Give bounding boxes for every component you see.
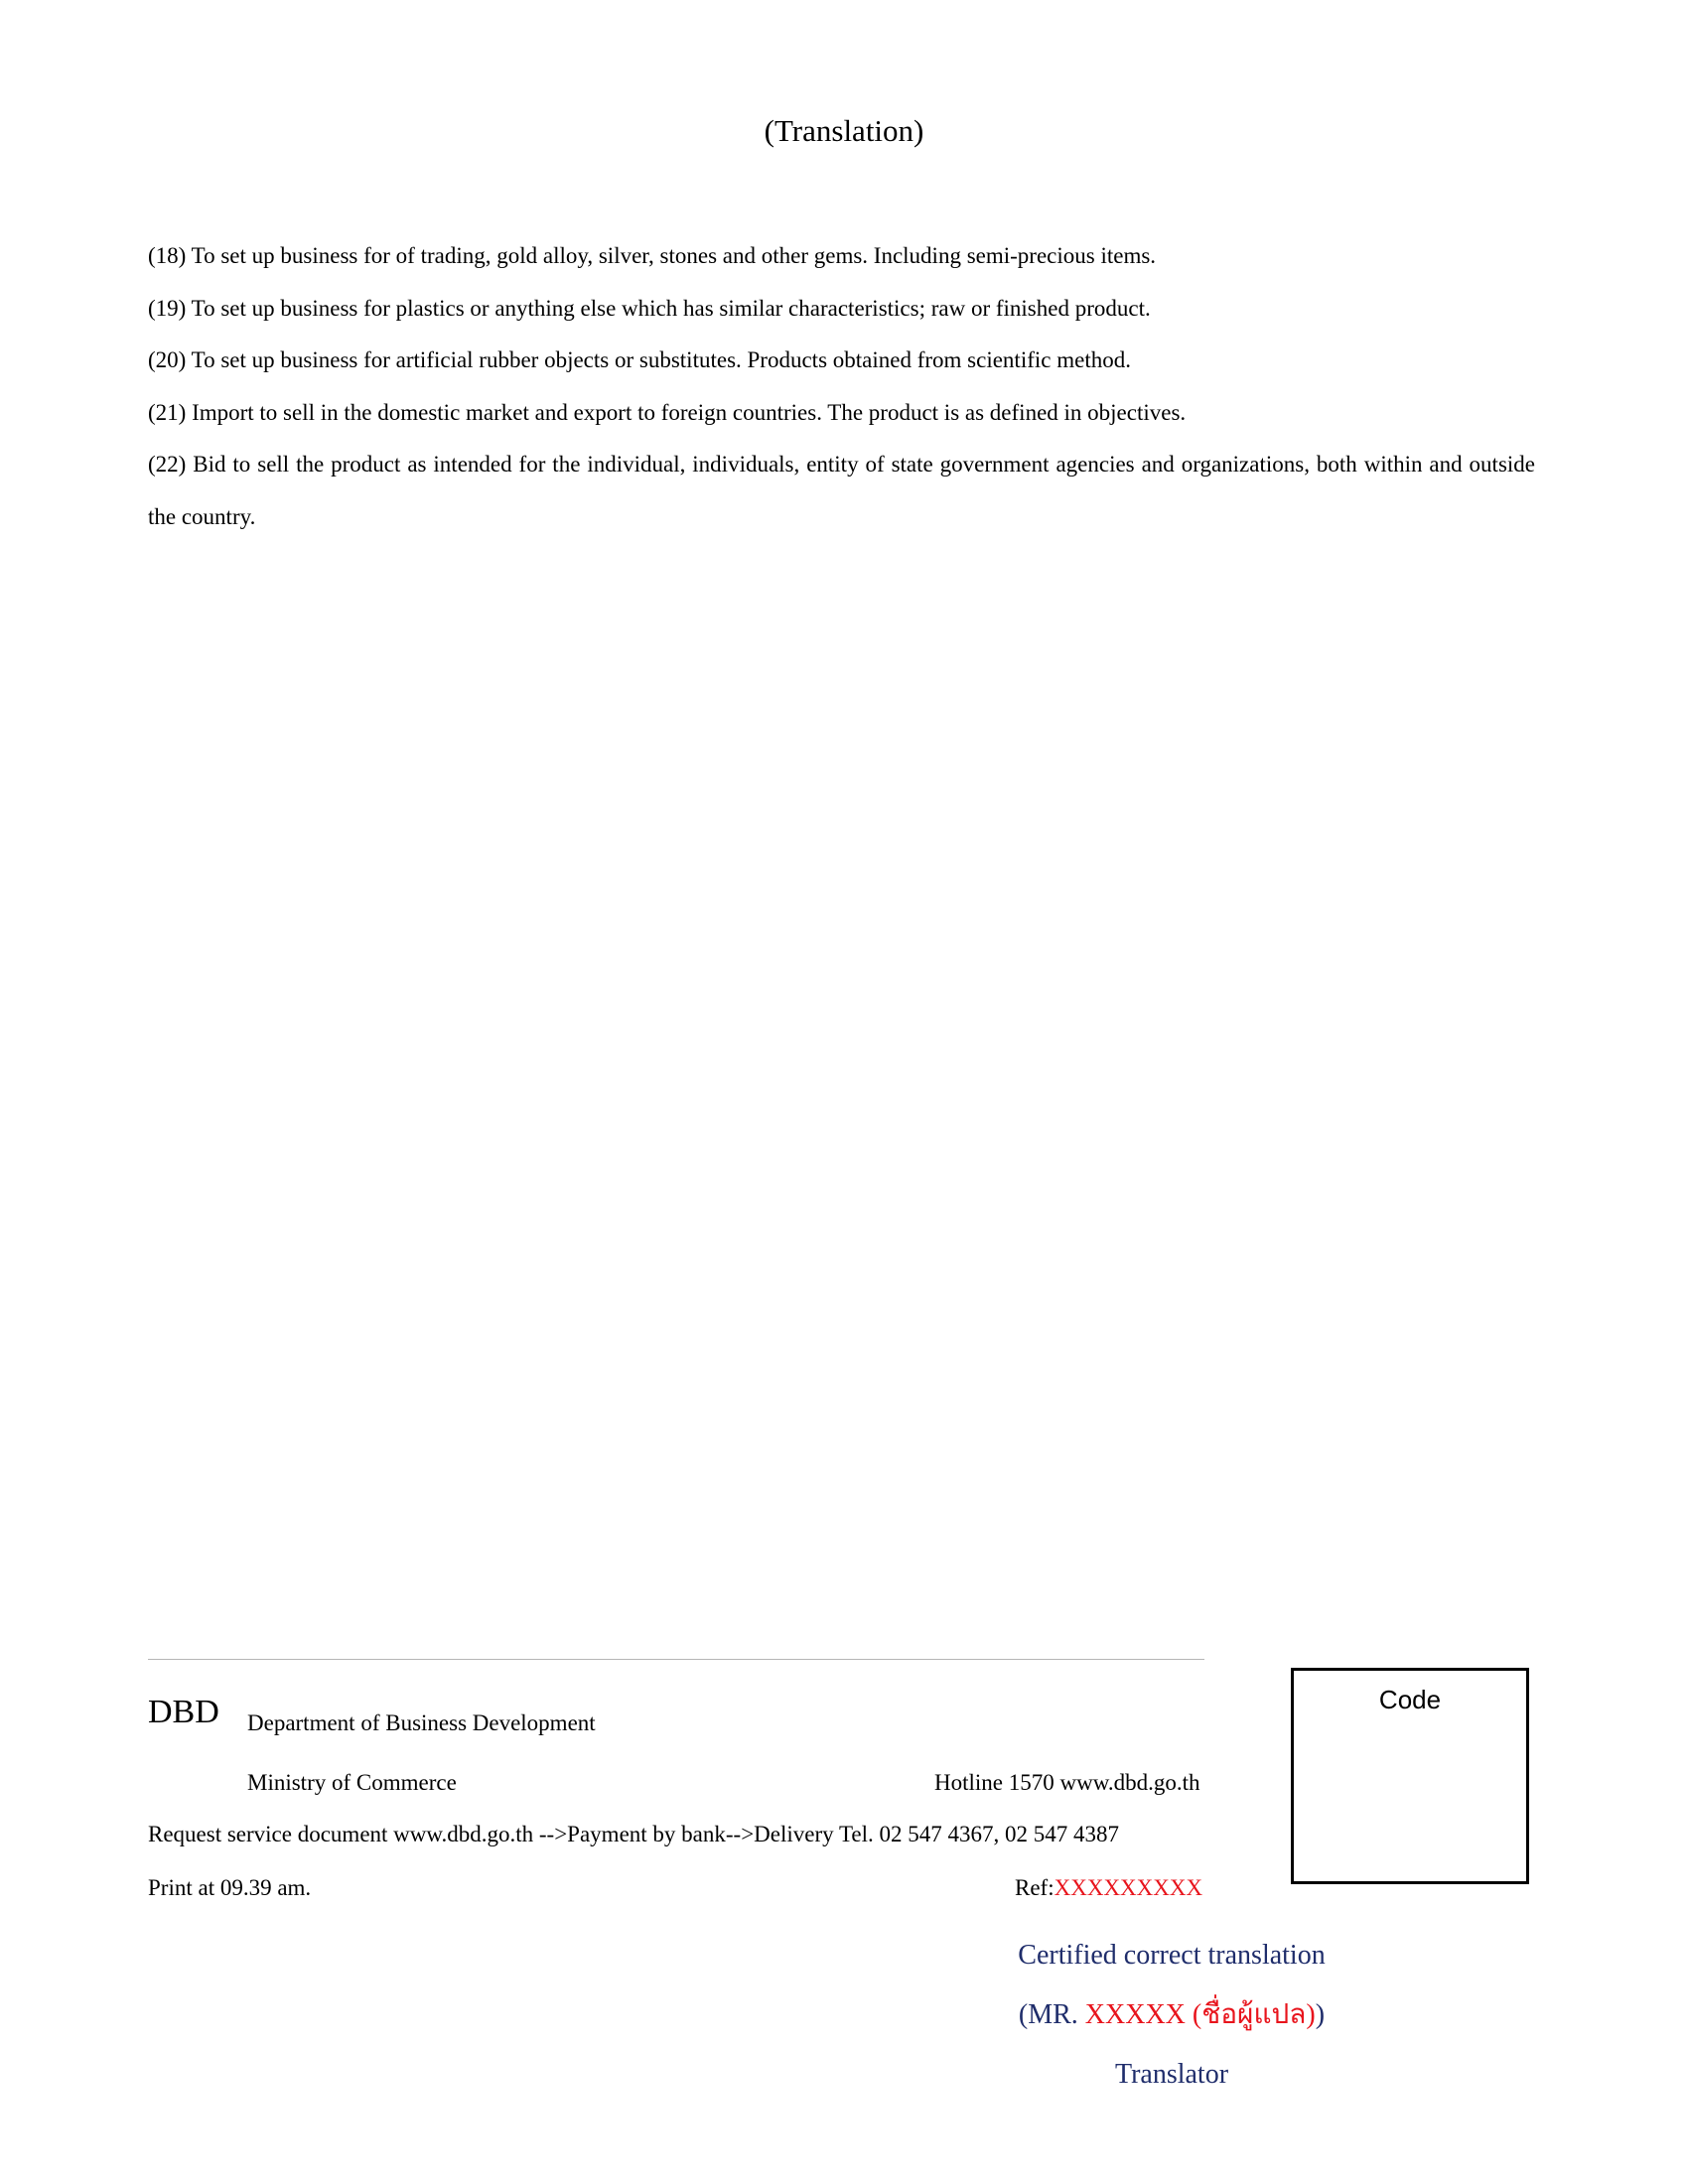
code-label: Code bbox=[1378, 1685, 1442, 1714]
objective-item-20: (20) To set up business for artificial rubber objects or substitutes. Products obtained from scientific method. bbox=[148, 347, 1131, 372]
translator-name-line bbox=[973, 2001, 1370, 2029]
translator-name-prefix: (MR. bbox=[1018, 1999, 1085, 2030]
footer-divider bbox=[148, 1659, 1204, 1660]
certification-line: Certified correct translation bbox=[1018, 1940, 1326, 1971]
request-service-text: Request service document www.dbd.go.th -->Payment by bank-->Delivery Tel. 02 547 4367, 02 547 4387 bbox=[148, 1822, 1120, 1846]
translator-role: Translator bbox=[1114, 2059, 1229, 2090]
objective-item-19: (19) To set up business for plastics or anything else which has similar characteristics; raw or finished product. bbox=[148, 295, 1151, 321]
dbd-abbreviation: DBD bbox=[148, 1694, 219, 1730]
print-time: Print at 09.39 am. bbox=[148, 1875, 312, 1900]
ref-label: Ref: bbox=[1015, 1875, 1055, 1900]
reference-number bbox=[1015, 1876, 1202, 1899]
document-title: (Translation) bbox=[764, 113, 924, 148]
objective-item-21: (21) Import to sell in the domestic market and export to foreign countries. The product is as defined in objectives. bbox=[148, 399, 1187, 425]
ministry-name: Ministry of Commerce bbox=[247, 1770, 457, 1795]
code-box bbox=[1291, 1668, 1529, 1884]
objective-item-22: (22) Bid to sell the product as intended for the individual, individuals, entity of state government agencies and organizations, both within and outside the country. bbox=[148, 452, 1535, 529]
department-name: Department of Business Development bbox=[247, 1710, 596, 1735]
translator-name: XXXXX (ชื่อผู้แปล) bbox=[1084, 1999, 1316, 2030]
objective-item-18: (18) To set up business for of trading, gold alloy, silver, stones and other gems. Including semi-precious items. bbox=[148, 243, 1157, 268]
ref-value: XXXXXXXXX bbox=[1054, 1875, 1203, 1900]
objectives-list bbox=[148, 230, 1535, 543]
hotline-text: Hotline 1570 www.dbd.go.th bbox=[934, 1770, 1200, 1795]
translator-name-suffix: ) bbox=[1315, 1999, 1326, 2030]
